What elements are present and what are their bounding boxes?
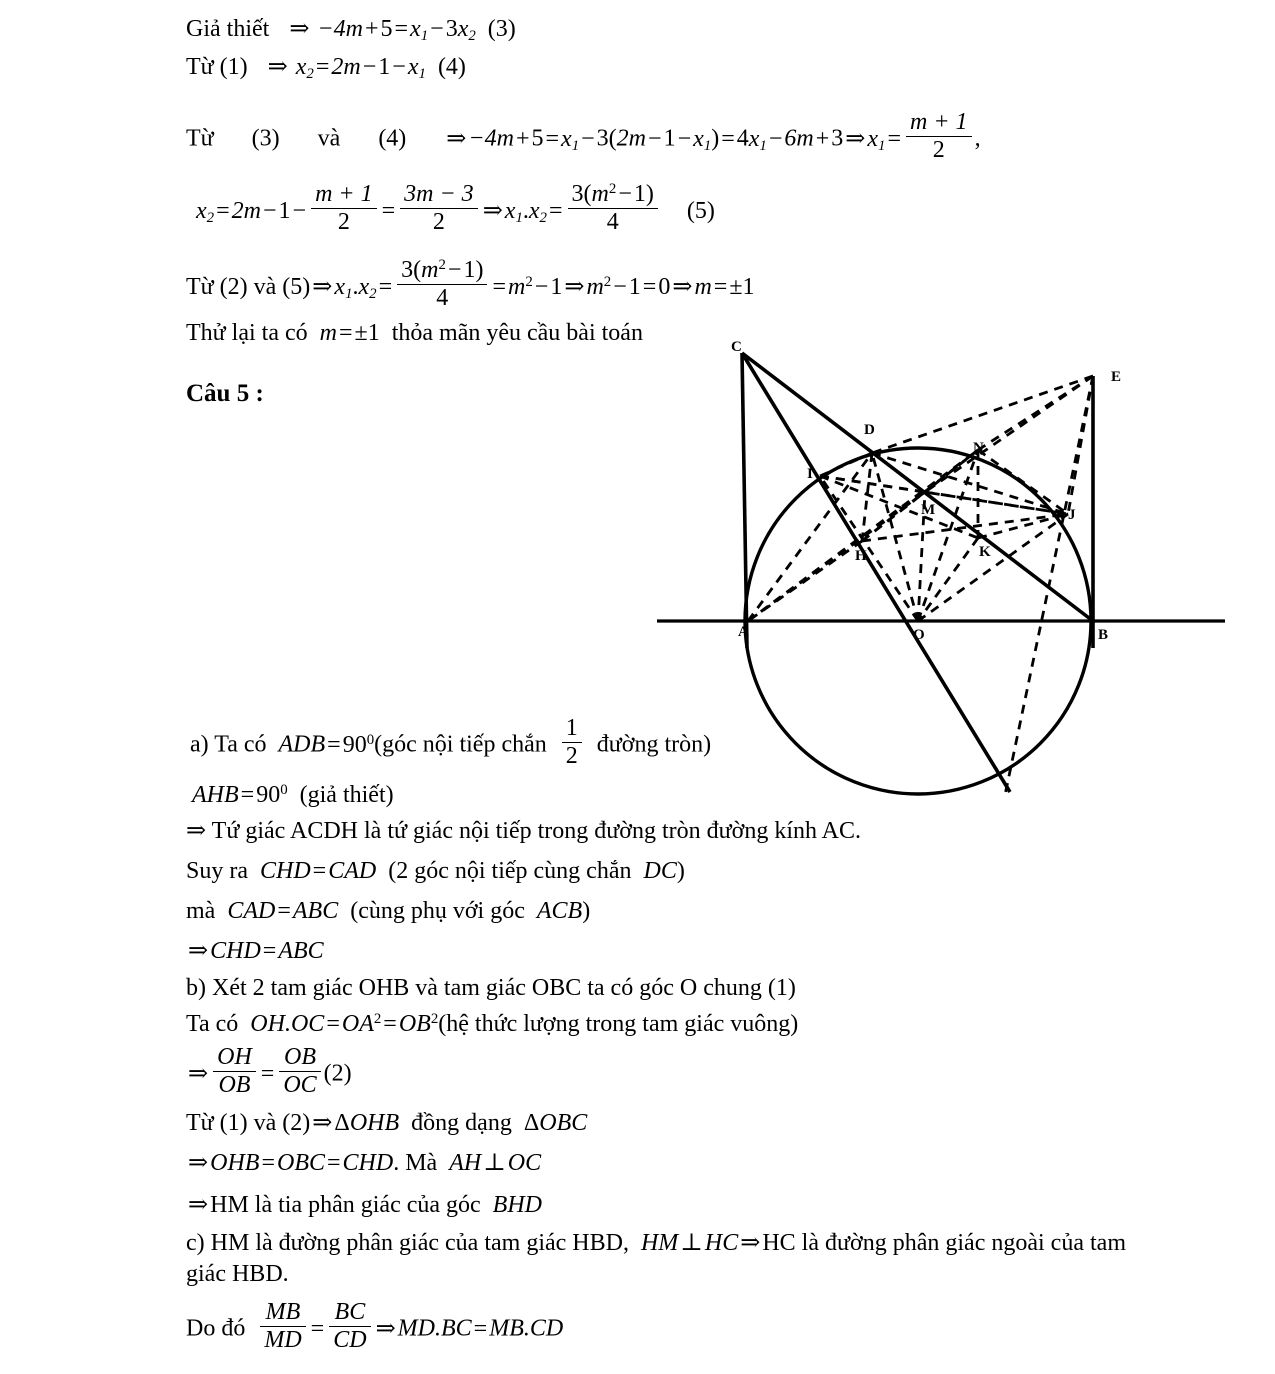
fraction-one-half — [562, 716, 582, 769]
dash-KO — [918, 538, 978, 621]
frac2-numerator: 3m − 3 — [404, 181, 474, 208]
point-label-K: K — [979, 544, 991, 560]
statement-chd-abc: ⇒CHD=ABC — [188, 938, 324, 964]
line3-ref-a: (3) — [251, 125, 280, 152]
md-denominator: MD — [260, 1326, 305, 1353]
equation-line-6: Thử lại ta có m=±1 thỏa mãn yêu cầu bài toán — [186, 320, 643, 346]
geometry-figure — [640, 330, 1240, 800]
frac1-denominator: 2 — [311, 208, 377, 235]
statement-ma: mà CAD=ABC (cùng phụ với góc ACB) — [186, 898, 591, 924]
equals-sign: = — [310, 1315, 325, 1342]
a-tail: đường tròn) — [596, 731, 712, 758]
frac-denominator: 4 — [397, 284, 487, 311]
statement-doda: Do đó $\frac{MB}{MD}$ = $\frac{BC}{CD}$ ⇒MD.BC=MB.CD — [186, 1299, 564, 1354]
statement-a: a) Ta có $ADB=90^0(góc$ nội tiếp chắn $\frac{1}{2}$ đường tròn) — [190, 715, 712, 770]
frac-denominator: 2 — [906, 136, 972, 163]
frac-numerator: m + 1 — [910, 109, 968, 135]
statement-ohb-obc-chd: ⇒OHB=OBC=CHD. Mà AH⊥OC — [188, 1150, 542, 1176]
statement-tugiac: ⇒ Tứ giác ACDH là tứ giác nội tiếp trong đường tròn đường kính AC. — [186, 818, 862, 844]
point-label-C: C — [731, 339, 742, 355]
equation-line-2: Từ (1) ⇒ $x_2=2m-1-x_1$ (4) — [186, 54, 466, 83]
half-denominator: 2 — [562, 742, 582, 769]
statement-suyra: Suy ra CHD=CAD (2 góc nội tiếp cùng chắn DC) — [186, 858, 685, 884]
frac1-numerator: m + 1 — [315, 181, 373, 208]
dash-OI — [820, 476, 918, 621]
fraction-OB-over-OC — [279, 1045, 320, 1098]
point-label-O: O — [913, 627, 925, 643]
ratio-tag: (2) — [323, 1060, 352, 1087]
dashed-construction-lines — [748, 376, 1093, 795]
statement-ahb: $AHB=90^0$ (giả thiết) — [192, 782, 394, 809]
statement-oh-oc: Ta có $OH.OC=OA^2=OB^2(hệ$ thức lượng trong tam giác vuông) — [186, 1011, 799, 1038]
point-label-B: B — [1098, 627, 1109, 643]
fraction-OH-over-OB — [213, 1045, 256, 1098]
dash-IK — [820, 476, 978, 538]
line1-prefix: Giả thiết — [186, 16, 270, 42]
point-label-E: E — [1111, 369, 1122, 385]
point-label-I: I — [807, 466, 813, 482]
statement-ratio-2: ⇒ $\frac{OH}{OB}$ = $\frac{OB}{OC}$ (2) — [188, 1044, 352, 1099]
line3-prefix: Từ — [186, 125, 214, 152]
frac2-denominator: 2 — [400, 208, 478, 235]
point-label-A: A — [738, 624, 749, 640]
bc-numerator: BC — [334, 1299, 366, 1325]
fraction-3m-minus-3-over-2 — [400, 182, 478, 235]
fraction-3m2-minus-1-over-4 — [568, 182, 658, 236]
dash-OJ — [918, 514, 1068, 621]
fraction-3m2-minus-1-over-4-b — [397, 258, 487, 312]
frac3-numerator: $3(m^2-1)$ — [571, 181, 654, 208]
frac3-denominator: 4 — [568, 208, 658, 235]
line2-prefix: Từ (1) — [186, 54, 248, 80]
statement-hm-bisector: ⇒HM là tia phân giác của góc BHD — [188, 1192, 542, 1218]
fraction-m-plus-1-over-2-b — [311, 182, 377, 235]
oh-numerator: OH — [217, 1044, 252, 1070]
equation-line-1: Giả thiết ⇒ $-4m+5=x_1-3x_2$ (3) — [186, 16, 516, 45]
fraction-BC-over-CD — [329, 1300, 370, 1353]
dash-KJ — [978, 514, 1068, 538]
section-heading-cau5: Câu 5 : — [186, 380, 264, 407]
oc-denominator: OC — [279, 1071, 320, 1098]
cd-denominator: CD — [329, 1326, 370, 1353]
statement-c: c) HM là đường phân giác của tam giác HBD, HM⊥HC⇒HC là đường phân giác ngoài của tam giác HBD. — [186, 1230, 1126, 1288]
statement-b: b) Xét 2 tam giác OHB và tam giác OBC ta có góc O chung (1) — [186, 975, 796, 1001]
equals-sign: = — [381, 197, 396, 224]
point-label-H: H — [855, 548, 867, 564]
equation-line-4: $x_2=2m-1-$ $\frac{m + 1}{2}$ = $\frac{3m - 3}{2}$ $\Rightarrow x_1.x_2=$ $\frac{3(m^2-1)}{4}$ (5) — [196, 181, 715, 236]
doda-lead: Do đó — [186, 1315, 246, 1342]
equals-sign: = — [260, 1060, 275, 1087]
point-label-M: M — [921, 502, 936, 518]
frac-numerator: $3(m^2-1)$ — [401, 257, 484, 284]
point-label-J: J — [1068, 507, 1076, 523]
mb-numerator: MB — [265, 1299, 301, 1325]
half-numerator: 1 — [565, 715, 578, 741]
fraction-MB-over-MD — [260, 1300, 305, 1353]
line-CA-tangent — [742, 353, 747, 648]
ob-numerator: OB — [284, 1044, 316, 1070]
point-label-N: N — [973, 440, 984, 456]
fraction-m-plus-1-over-2 — [906, 110, 972, 163]
line3-va: và — [317, 125, 341, 152]
dash-NJ — [978, 450, 1068, 514]
geometry-figure-svg — [640, 330, 1240, 800]
equation-line-3: Từ (3) và (4) $\Rightarrow-4m+5=x_1-3(2m-1-x_1)=4x_1-6m+3\Rightarrow x_1=$ $\frac{m + 1}{2}$ , — [186, 109, 981, 164]
equation-line-5: Từ (2) và $(5)\Rightarrow x_1.x_2=$ $\frac{3(m^2-1)}{4}$ $=m^2-1\Rightarrow m^2-1=0\Rightarrow m=\pm 1$ — [186, 257, 755, 312]
ob-denominator: OB — [213, 1071, 256, 1098]
point-label-D: D — [864, 422, 875, 438]
statement-similar: Từ (1) và (2)⇒ΔOHB đồng dạng ΔOBC — [186, 1110, 588, 1136]
line3-tail: , — [974, 125, 981, 152]
dash-HA — [748, 541, 862, 621]
line3-ref-b: (4) — [378, 125, 407, 152]
line4-tag: (5) — [686, 197, 715, 224]
